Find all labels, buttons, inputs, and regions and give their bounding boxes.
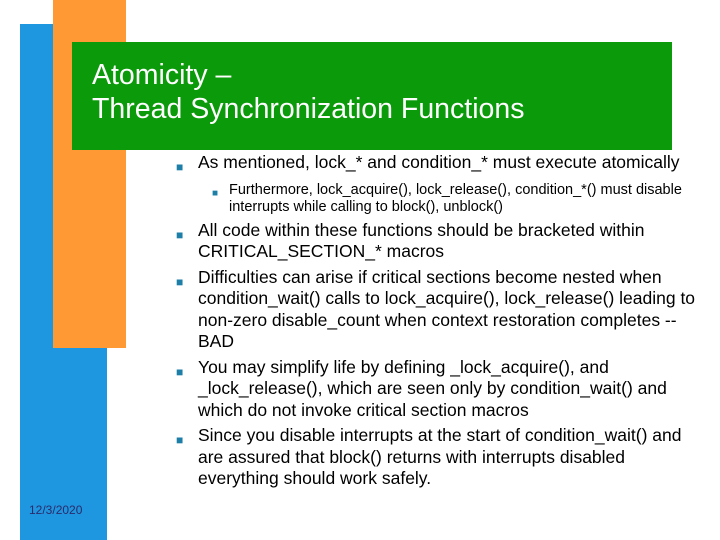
slide-date: 12/3/2020 xyxy=(29,503,83,517)
bullet-item xyxy=(176,220,696,263)
bullet-item xyxy=(176,357,696,422)
square-bullet-icon: ■ xyxy=(176,364,184,379)
square-bullet-icon: ■ xyxy=(176,433,184,447)
bullet-text: All code within these functions should be bracketed within CRITICAL_SECTION_* macros xyxy=(198,219,645,261)
bullet-item xyxy=(176,425,696,490)
bullet-item xyxy=(176,267,696,353)
bullet-list xyxy=(176,152,696,490)
slide-title xyxy=(92,58,662,126)
square-bullet-icon: ■ xyxy=(176,227,184,242)
slide-title-line1: Atomicity – xyxy=(92,59,232,91)
bullet-text: Difficulties can arise if critical sections become nested when condition_wait() calls to lock_acquire(), lock_release() leading to non-zero disable_count when context restoration completes -- BAD xyxy=(198,266,696,351)
square-bullet-icon: ■ xyxy=(176,160,184,174)
bullet-text: As mentioned, lock_* and condition_* must execute atomically xyxy=(198,152,680,172)
bullet-item xyxy=(176,152,696,216)
square-bullet-icon: ■ xyxy=(176,274,184,289)
bullet-text: Since you disable interrupts at the start of condition_wait() and are assured that block() returns with interrupts disabled everything should work safely. xyxy=(198,425,682,488)
bullet-content xyxy=(176,152,696,490)
sub-bullet-item xyxy=(212,182,696,216)
sub-bullet-text: Furthermore, lock_acquire(), lock_release(), condition_*() must disable interrupts while calling to block(), unblock() xyxy=(229,181,682,215)
bullet-text: You may simplify life by defining _lock_acquire(), and _lock_release(), which are seen only by condition_wait() and which do not invoke critical section macros xyxy=(198,356,667,420)
slide-title-line2: Thread Synchronization Functions xyxy=(92,93,525,125)
square-bullet-icon: ■ xyxy=(212,187,219,199)
sub-bullet-list xyxy=(212,182,696,216)
